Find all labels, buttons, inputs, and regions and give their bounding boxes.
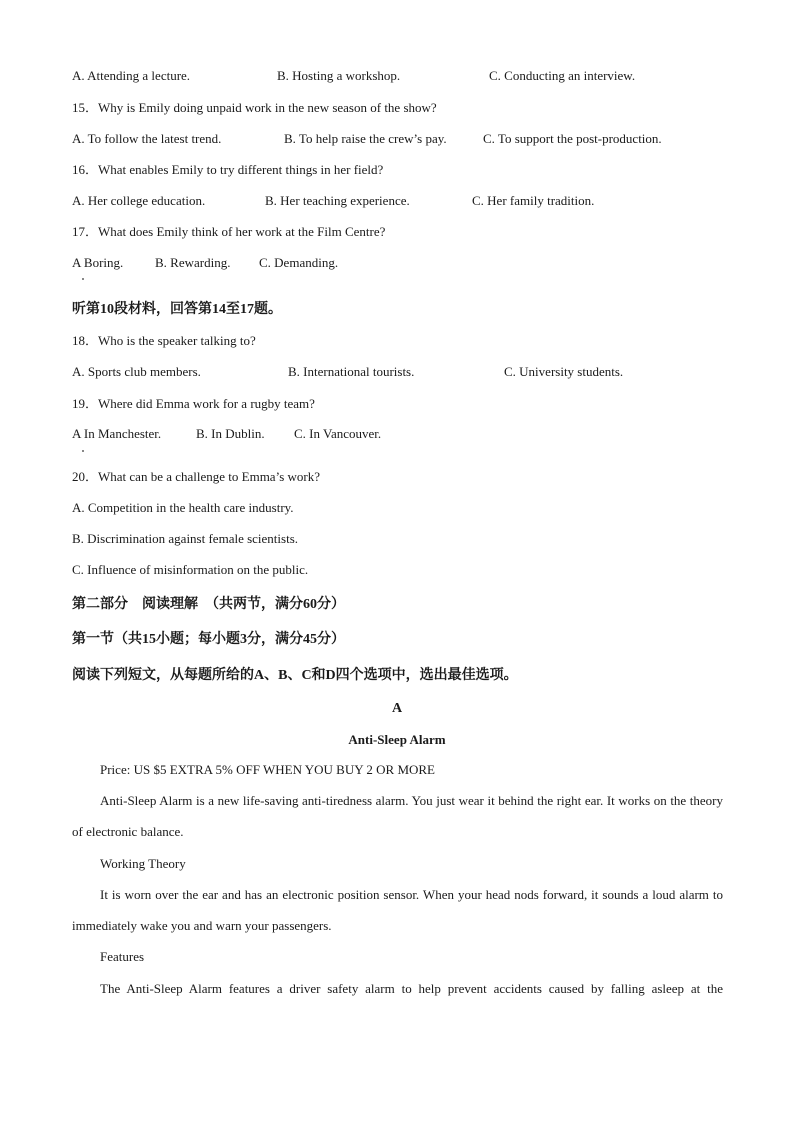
q14-option-c: C. Conducting an interview.	[489, 68, 636, 83]
q15-option-b: B. To help raise the crew’s pay.	[284, 131, 447, 146]
q15-option-a: A. To follow the latest trend.	[72, 131, 222, 146]
q18-option-c: C. University students.	[504, 364, 624, 379]
passage-paragraph-1: Anti-Sleep Alarm is a new life-saving anti-tiredness alarm. You just wear it behind the right ear. It works on the theory of electronic balance.	[72, 793, 723, 839]
q20-option-c: C. Influence of misinformation on the public.	[72, 562, 309, 577]
section-one-heading: 第一节（共15小题；每小题3分，满分45分）	[72, 632, 345, 647]
q16-stem: 16．What enables Emily to try different things in her field?	[72, 162, 384, 177]
passage-paragraph-3: The Anti-Sleep Alarm features a driver safety alarm to help prevent accidents caused by falling asleep at the	[100, 981, 723, 996]
q15-option-c: C. To support the post-production.	[483, 131, 662, 146]
q15-stem: 15．Why is Emily doing unpaid work in the new season of the show?	[72, 100, 437, 115]
passage-letter: A	[391, 701, 403, 716]
part-two-heading: 第二部分 阅读理解 （共两节，满分60分）	[72, 597, 345, 612]
q20-option-a: A. Competition in the health care industry.	[72, 500, 294, 515]
q16-option-b: B. Her teaching experience.	[265, 193, 410, 208]
section-heading-10: 听第10段材料，回答第14至17题。	[72, 302, 282, 317]
q16-option-c: C. Her family tradition.	[472, 193, 595, 208]
passage-paragraph-2: It is worn over the ear and has an electronic position sensor. When your head nods forward, it sounds a loud alarm to immediately wake you and warn your passengers.	[72, 887, 723, 933]
q14-option-a: A. Attending a lecture.	[72, 68, 191, 83]
q19-option-a: A In Manchester.	[72, 426, 162, 441]
q18-stem: 18．Who is the speaker talking to?	[72, 333, 256, 348]
q19-option-c: C. In Vancouver.	[294, 426, 382, 441]
q17-stem: 17．What does Emily think of her work at the Film Centre?	[72, 224, 386, 239]
q17-option-a: A Boring.	[72, 255, 124, 270]
q17-option-b: B. Rewarding.	[155, 255, 231, 270]
q18-option-a: A. Sports club members.	[72, 364, 201, 379]
subheading-working-theory: Working Theory	[100, 856, 186, 871]
scan-mark	[82, 450, 84, 452]
passage-title: Anti-Sleep Alarm	[348, 732, 446, 747]
q19-option-b: B. In Dublin.	[196, 426, 265, 441]
q18-option-b: B. International tourists.	[288, 364, 415, 379]
subheading-features: Features	[100, 949, 145, 964]
q16-option-a: A. Her college education.	[72, 193, 206, 208]
passage-price: Price: US $5 EXTRA 5% OFF WHEN YOU BUY 2 OR MORE	[100, 762, 435, 777]
q20-stem: 20．What can be a challenge to Emma’s work?	[72, 469, 320, 484]
q20-option-b: B. Discrimination against female scientists.	[72, 531, 299, 546]
reading-instruction: 阅读下列短文，从每题所给的A、B、C和D四个选项中，选出最佳选项。	[72, 668, 518, 683]
scan-mark	[82, 278, 84, 280]
q17-option-c: C. Demanding.	[259, 255, 339, 270]
q19-stem: 19．Where did Emma work for a rugby team?	[72, 396, 315, 411]
q14-option-b: B. Hosting a workshop.	[277, 68, 401, 83]
